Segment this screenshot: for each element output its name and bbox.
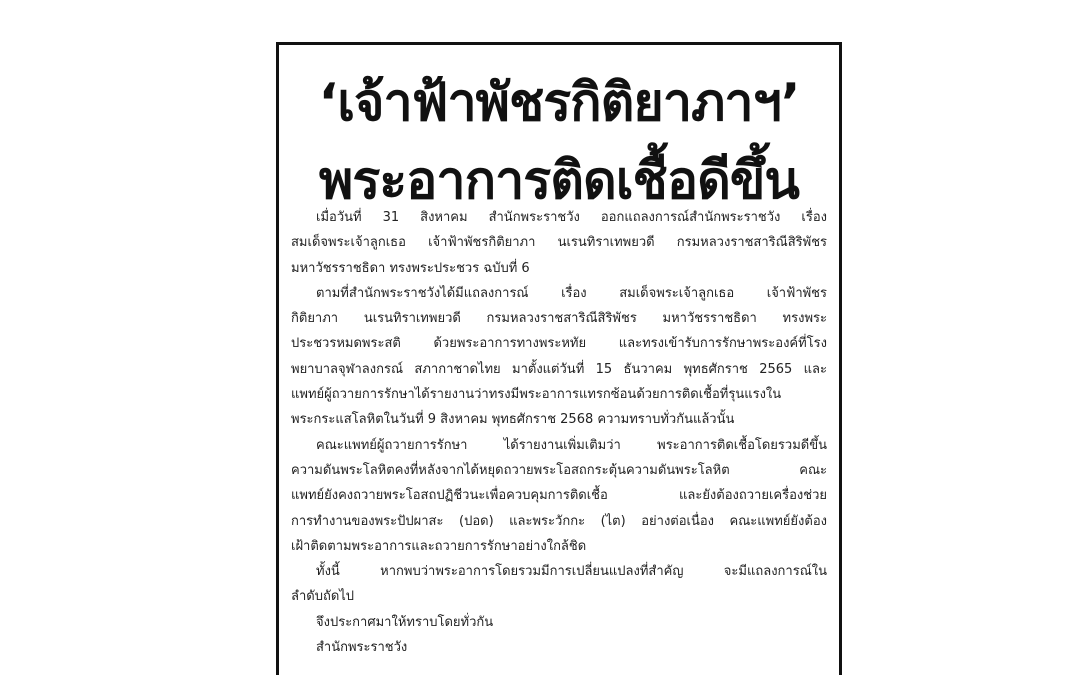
paragraph-3-line: แพทย์ยังคงถวายพระโอสถปฏิชีวนะเพื่อควบคุมการติดเชื้อ และยังต้องถวายเครื่องช่วย <box>291 488 827 504</box>
paragraph-1-line: สมเด็จพระเจ้าลูกเธอ เจ้าฟ้าพัชรกิติยาภา นเรนทิราเทพยวดี กรมหลวงราชสาริณีสิริพัชร <box>291 235 827 251</box>
paragraph-2-line: ประชวรหมดพระสติ ด้วยพระอาการทางพระหทัย และทรงเข้ารับการรักษาพระองค์ที่โรง <box>291 336 827 352</box>
paragraph-2-line: ตามที่สำนักพระราชวังได้มีแถลงการณ์ เรื่อง สมเด็จพระเจ้าลูกเธอ เจ้าฟ้าพัชร <box>316 285 827 301</box>
paragraph-2-line: พยาบาลจุฬาลงกรณ์ สภากาชาดไทย มาตั้งแต่วันที่ 15 ธันวาคม พุทธศักราช 2565 และ <box>291 361 827 377</box>
paragraph-3-line: คณะแพทย์ผู้ถวายการรักษา ได้รายงานเพิ่มเติมว่า พระอาการติดเชื้อโดยรวมดีขึ้น <box>316 437 827 453</box>
paragraph-3-line: การทำงานของพระปัปผาสะ (ปอด) และพระวักกะ (ไต) อย่างต่อเนื่อง คณะแพทย์ยังต้อง <box>291 513 827 529</box>
closing-line: จึงประกาศมาให้ทราบโดยทั่วกัน <box>316 614 494 630</box>
paragraph-4-line: ลำดับถัดไป <box>291 589 355 605</box>
article-body <box>291 205 827 660</box>
headline-line-2: พระอาการติดเชื้อดีขึ้น <box>319 151 799 211</box>
paragraph-1-line: มหาวัชรราชธิดา ทรงพระประชวร ฉบับที่ 6 <box>291 260 530 276</box>
paragraph-2-line: กิติยาภา นเรนทิราเทพยวดี กรมหลวงราชสาริณีสิริพัชร มหาวัชรราชธิดา ทรงพระ <box>291 311 827 327</box>
paragraph-2-line: พระกระแสโลหิตในวันที่ 9 สิงหาคม พุทธศักราช 2568 ความทราบทั่วกันแล้วนั้น <box>291 412 735 428</box>
headline-line-1: ‘เจ้าฟ้าพัชรกิติยาภาฯ’ <box>318 73 800 133</box>
paragraph-4-line: ทั้งนี้ หากพบว่าพระอาการโดยรวมมีการเปลี่ยนแปลงที่สำคัญ จะมีแถลงการณ์ใน <box>316 564 827 580</box>
signature-line: สำนักพระราชวัง <box>316 640 408 656</box>
paragraph-1-line: เมื่อวันที่ 31 สิงหาคม สำนักพระราชวัง ออกแถลงการณ์สำนักพระราชวัง เรื่อง <box>316 210 827 225</box>
paragraph-3-line: ความดันพระโลหิตคงที่หลังจากได้หยุดถวายพระโอสถกระตุ้นความดันพระโลหิต คณะ <box>291 462 827 478</box>
paragraph-3-line: เฝ้าติดตามพระอาการและถวายการรักษาอย่างใกล้ชิด <box>291 538 587 554</box>
paragraph-2-line: แพทย์ผู้ถวายการรักษาได้รายงานว่าทรงมีพระอาการแทรกซ้อนด้วยการติดเชื้อที่รุนแรงใน <box>291 387 782 403</box>
news-clipping <box>276 42 842 675</box>
